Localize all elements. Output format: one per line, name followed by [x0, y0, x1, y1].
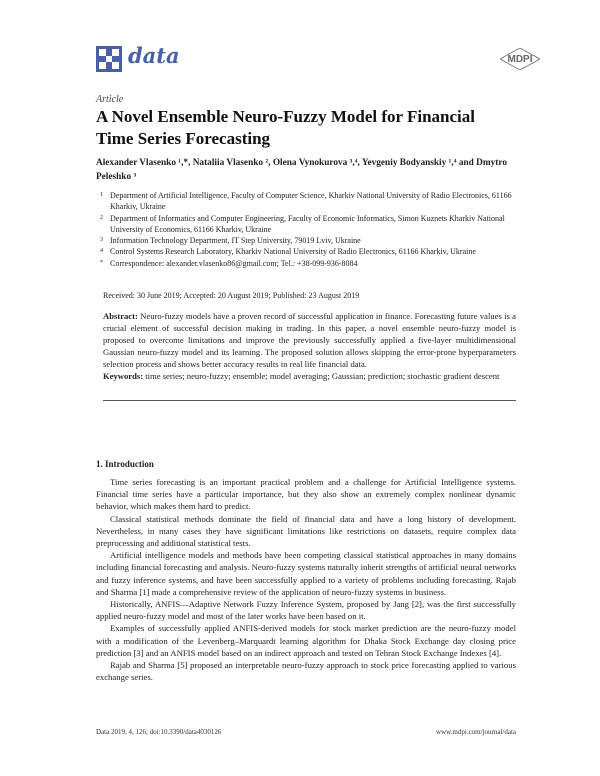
paragraph: Rajab and Sharma [5] proposed an interpretable neuro-fuzzy approach to stock price forecasting applied to various exchange series.: [96, 660, 516, 683]
page-footer: [96, 728, 516, 736]
author-list: Alexander Vlasenko ¹,*, Nataliia Vlasenko ², Olena Vynokurova ³,⁴, Yevgeniy Bodyanskiy ¹,⁴ and Dmytro Peleshko ³: [96, 158, 507, 182]
journal-header: [96, 45, 536, 75]
journal-logo-icon: [96, 46, 122, 72]
paragraph: Examples of successfully applied ANFIS-derived models for stock market prediction are the neuro-fuzzy model with a modification of the Levenberg–Marquardt learning algorithm for Dhaka Stock Exchange day closing price prediction [3] and an ANFIS model based on an indirect approach and tested on Tehran Stock Exchange Indexes [4].: [96, 623, 516, 658]
publication-dates: Received: 30 June 2019; Accepted: 20 August 2019; Published: 23 August 2019: [103, 291, 360, 300]
paragraph: Time series forecasting is an important practical problem and a challenge for Artificial Intelligence systems. Financial time series have a particular importance, but they also show an extremely complex nonlinear dynamic behavior, which makes them hard to predict.: [96, 477, 516, 512]
paragraph: Classical statistical methods dominate the field of financial data and have a long history of development. Nevertheless, in many cases they have significant limitations like restrictions on datasets, require complex data preprocessing and additional statistical tests.: [96, 513, 516, 549]
keywords-label: Keywords:: [103, 371, 144, 381]
footer-citation: Data 2019, 4, 126; doi:10.3390/data4030126: [96, 728, 222, 736]
journal-name: data: [128, 43, 180, 68]
abstract-text: Neuro-fuzzy models have a proven record of successful application in finance. Forecasting future values is a crucial element of successful decision making in trading. In this paper, a novel ensemble neuro-fuzzy model is proposed to overcome limitations and improve the previously successfully applied a five-layer multidimensional Gaussian neuro-fuzzy model and its learning. The proposed solution allows skipping the error-prone hyperparameters selection process and shows better accuracy results in real life financial data.: [103, 311, 516, 369]
affiliation-item: 4 Control Systems Research Laboratory, Kharkiv National University of Radio Electronics, 61166 Kharkiv, Ukraine: [100, 247, 476, 257]
publisher-name: MDPI: [507, 54, 533, 65]
affiliations: [100, 190, 520, 269]
body-text: [96, 476, 516, 683]
abstract-label: Abstract:: [103, 311, 138, 321]
paper-title: A Novel Ensemble Neuro-Fuzzy Model for Financial Time Series Forecasting: [96, 107, 476, 148]
affiliation-item: 2 Department of Informatics and Computer Engineering, Faculty of Economic Informatics, Simon Kuznets Kharkiv National University of Economics, 61166 Kharkiv, Ukraine: [100, 213, 505, 234]
abstract: [103, 310, 516, 370]
footer-url[interactable]: www.mdpi.com/journal/data: [435, 728, 516, 736]
article-type: Article: [96, 94, 124, 105]
keywords: [103, 370, 516, 382]
paragraph: Historically, ANFIS—Adaptive Network Fuzzy Inference System, proposed by Jang [2], was the first successfully applied neuro-fuzzy model and most of the later works have been based on it.: [96, 599, 516, 622]
affiliation-item: 3 Information Technology Department, IT Step University, 79019 Lviv, Ukraine: [100, 236, 361, 246]
correspondence: * Correspondence: alexander.vlasenko86@gmail.com; Tel.: +38-099-936-8084: [100, 258, 358, 268]
section-heading: 1. Introduction: [96, 459, 154, 469]
paragraph: Artificial intelligence models and methods have been competing classical statistical approaches in many domains including financial forecasting and analysis. Neuro-fuzzy systems naturally inherit strengths of artificial neural networks and fuzzy inference systems, and have been successfully applied to a variety of problems including forecasting. Rajab and Sharma [1] made a comprehensive review of the application of neuro-fuzzy systems in business.: [96, 550, 516, 597]
affiliation-item: 1 Department of Artificial Intelligence, Faculty of Computer Science, Kharkiv National University of Radio Electronics, 61166 Kharkiv, Ukraine: [100, 191, 512, 212]
divider: [103, 400, 516, 401]
keywords-text: time series; neuro-fuzzy; ensemble; model averaging; Gaussian; prediction; stochastic gradient descent: [145, 371, 500, 381]
mdpi-logo: [500, 48, 540, 70]
